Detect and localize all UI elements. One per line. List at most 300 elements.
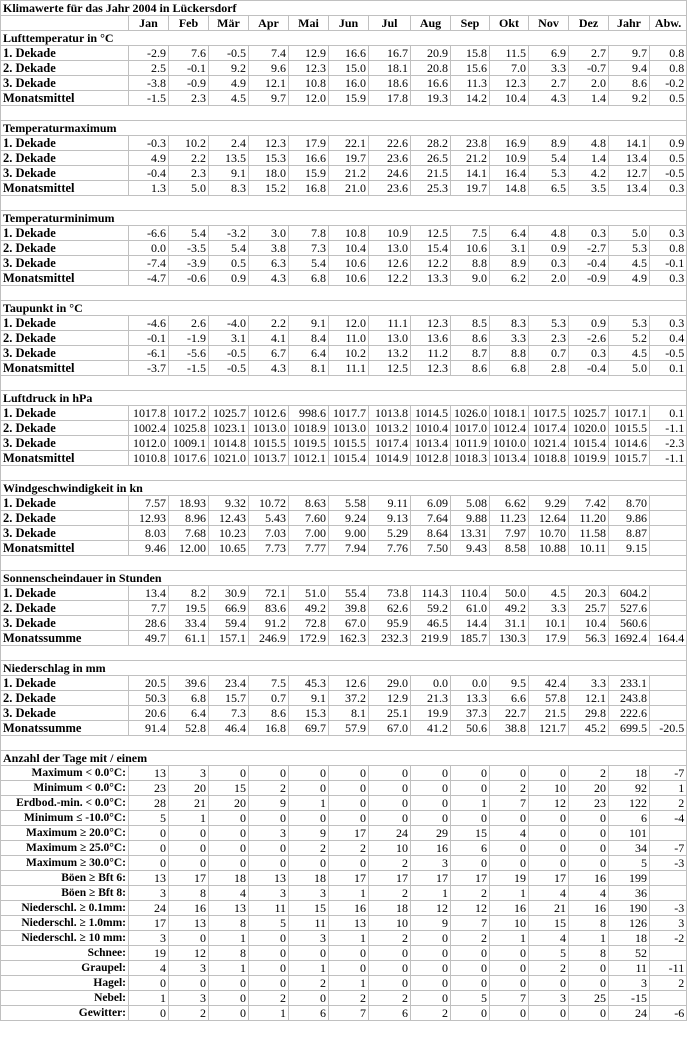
table-row [1,331,687,346]
value-cell: 2 [569,766,609,781]
section-title: Windgeschwindigkeit in kn [1,481,687,496]
value-cell: 8 [569,946,609,961]
value-cell: 0 [490,811,529,826]
value-cell: 16 [329,901,369,916]
value-cell: 0 [329,766,369,781]
table-row [1,361,687,376]
value-cell: 6.8 [490,361,529,376]
table-row [1,241,687,256]
section-title-row [1,121,687,136]
value-cell: 0 [490,961,529,976]
value-cell: 15 [451,826,490,841]
value-cell: 0 [209,1006,249,1021]
table-row [1,796,687,811]
row-label: 2. Dekade [1,421,129,436]
value-cell: 7.7 [129,601,169,616]
row-label: 1. Dekade [1,46,129,61]
value-cell: 13.0 [369,241,411,256]
value-cell: 5.4 [209,241,249,256]
table-row [1,61,687,76]
value-cell: 4.5 [209,91,249,106]
value-cell: 17 [129,916,169,931]
value-cell: 0.0 [411,676,451,691]
value-cell: 50.3 [129,691,169,706]
value-cell: 15.0 [329,61,369,76]
value-cell: 0 [289,946,329,961]
value-cell: 1012.8 [411,451,451,466]
value-cell: 0 [129,856,169,871]
value-cell: -2 [650,931,687,946]
value-cell: -3.5 [169,241,209,256]
value-cell: 11.58 [569,526,609,541]
value-cell: 0.4 [650,331,687,346]
value-cell: 0 [411,781,451,796]
value-cell: 0.3 [650,226,687,241]
row-label: 1. Dekade [1,586,129,601]
value-cell: 50.0 [490,586,529,601]
value-cell: 233.1 [609,676,650,691]
value-cell: 0.0 [451,676,490,691]
value-cell: 1 [451,796,490,811]
row-label: Monatsmittel [1,181,129,196]
value-cell [650,946,687,961]
value-cell: 7.00 [289,526,329,541]
value-cell: 1025.8 [169,421,209,436]
value-cell: -1.1 [650,451,687,466]
value-cell: 3 [129,931,169,946]
value-cell: 6.8 [169,691,209,706]
value-cell: 19.7 [329,151,369,166]
value-cell: 2 [411,1006,451,1021]
value-cell: 12.64 [529,511,569,526]
section-title: Taupunkt in °C [1,301,687,316]
value-cell: 7.94 [329,541,369,556]
value-cell: 3 [289,931,329,946]
value-cell: 2.7 [529,76,569,91]
value-cell: 11.1 [369,316,411,331]
spacer-cell [1,196,687,211]
value-cell: 114.3 [411,586,451,601]
row-label: Minimum ≤ -10.0°C: [1,811,129,826]
value-cell: 8.96 [169,511,209,526]
value-cell: 1 [209,961,249,976]
value-cell: 185.7 [451,631,490,646]
value-cell: -0.5 [650,166,687,181]
value-cell: 15.3 [289,706,329,721]
value-cell: -11 [650,961,687,976]
value-cell: 0.7 [249,691,289,706]
row-label: 1. Dekade [1,406,129,421]
value-cell: 1017.0 [451,421,490,436]
value-cell: -7 [650,841,687,856]
value-cell: 20 [209,796,249,811]
value-cell: -0.5 [650,346,687,361]
value-cell [650,706,687,721]
section-title: Temperaturmaximum [1,121,687,136]
value-cell: 13.0 [369,331,411,346]
value-cell: 12 [411,901,451,916]
value-cell: 15.8 [451,46,490,61]
value-cell: 2.5 [129,61,169,76]
value-cell: 0.9 [529,241,569,256]
value-cell: 19.5 [169,601,209,616]
value-cell: 2 [451,886,490,901]
value-cell: 0 [249,961,289,976]
value-cell: 17 [329,826,369,841]
column-header: Jul [369,16,411,31]
row-label: Niederschl. ≥ 1.0mm: [1,916,129,931]
value-cell: 7 [451,916,490,931]
value-cell: 49.2 [490,601,529,616]
value-cell: 6.09 [411,496,451,511]
value-cell: 222.6 [609,706,650,721]
value-cell: 1 [289,961,329,976]
column-header: Apr [249,16,289,31]
value-cell: 1014.5 [411,406,451,421]
value-cell: 28 [129,796,169,811]
value-cell: 1012.4 [490,421,529,436]
value-cell: 0 [490,976,529,991]
spacer-row [1,646,687,661]
value-cell: 1013.4 [411,436,451,451]
value-cell: 11.5 [490,46,529,61]
value-cell: 10.8 [289,76,329,91]
row-label: Minimum < 0.0°C: [1,781,129,796]
value-cell: 17 [529,871,569,886]
value-cell: -2.6 [569,331,609,346]
value-cell: 0.8 [650,241,687,256]
value-cell: 16.8 [289,181,329,196]
value-cell: -15 [609,991,650,1006]
value-cell: 20 [169,781,209,796]
value-cell: -3 [650,901,687,916]
row-label: 3. Dekade [1,616,129,631]
value-cell: 3 [650,916,687,931]
value-cell: 0 [249,766,289,781]
value-cell: 19 [129,946,169,961]
value-cell: 10.6 [329,256,369,271]
value-cell: 13.31 [451,526,490,541]
value-cell: 13 [129,871,169,886]
value-cell: 8.6 [451,331,490,346]
table-row [1,526,687,541]
value-cell: 33.4 [169,616,209,631]
row-label: Maximum ≥ 25.0°C: [1,841,129,856]
value-cell: 0 [169,856,209,871]
value-cell: 19.3 [411,91,451,106]
value-cell: 8.7 [451,346,490,361]
spacer-row [1,286,687,301]
value-cell: 7.3 [289,241,329,256]
value-cell: 16 [569,901,609,916]
value-cell: 11 [289,916,329,931]
value-cell: 12.0 [329,316,369,331]
value-cell: 4.3 [249,361,289,376]
value-cell: 21.3 [411,691,451,706]
value-cell [650,526,687,541]
value-cell: 0 [369,946,411,961]
value-cell: 8.9 [529,136,569,151]
value-cell: 2 [249,991,289,1006]
value-cell: 2.8 [529,361,569,376]
value-cell: 10.23 [209,526,249,541]
value-cell: 0 [529,1006,569,1021]
table-row [1,541,687,556]
value-cell: 13 [129,766,169,781]
value-cell: 66.9 [209,601,249,616]
value-cell: 3.1 [490,241,529,256]
value-cell: 1019.9 [569,451,609,466]
value-cell: 8.58 [490,541,529,556]
value-cell: 12.3 [411,361,451,376]
value-cell: 0 [451,766,490,781]
value-cell [650,511,687,526]
value-cell: 10.11 [569,541,609,556]
value-cell: 0 [411,976,451,991]
value-cell: -3 [650,856,687,871]
value-cell: 190 [609,901,650,916]
value-cell: 20.8 [411,61,451,76]
value-cell: 18.6 [369,76,411,91]
value-cell: 10 [369,841,411,856]
value-cell: 15.2 [249,181,289,196]
value-cell: -0.4 [569,256,609,271]
table-row [1,721,687,736]
value-cell: 8.87 [609,526,650,541]
value-cell [650,676,687,691]
value-cell: 0.5 [650,91,687,106]
value-cell: 62.6 [369,601,411,616]
table-row [1,616,687,631]
value-cell: 17.8 [369,91,411,106]
row-label: 3. Dekade [1,76,129,91]
value-cell: -6 [650,1006,687,1021]
value-cell: 1 [209,931,249,946]
value-cell: 1012.1 [289,451,329,466]
value-cell: 0 [369,796,411,811]
value-cell: -3.9 [169,256,209,271]
row-label: 1. Dekade [1,316,129,331]
value-cell: 15.9 [329,91,369,106]
value-cell: 2 [169,1006,209,1021]
value-cell: 604.2 [609,586,650,601]
value-cell: 6.4 [289,346,329,361]
row-label: 3. Dekade [1,166,129,181]
value-cell: 18.1 [369,61,411,76]
value-cell: 12.2 [369,271,411,286]
value-cell: 12.00 [169,541,209,556]
value-cell: 0.3 [529,256,569,271]
value-cell: 10 [490,916,529,931]
value-cell: 7.03 [249,526,289,541]
row-label: 1. Dekade [1,496,129,511]
value-cell: 69.7 [289,721,329,736]
value-cell: 1013.2 [369,421,411,436]
value-cell: 15.6 [451,61,490,76]
value-cell: 15.7 [209,691,249,706]
value-cell: 8 [569,916,609,931]
value-cell: 20.3 [569,586,609,601]
value-cell: 0 [209,856,249,871]
value-cell: 1017.7 [329,406,369,421]
value-cell: 16.0 [329,76,369,91]
value-cell: 12.1 [249,76,289,91]
value-cell: 36 [609,886,650,901]
section-title-row [1,661,687,676]
value-cell [650,541,687,556]
value-cell: 1 [249,1006,289,1021]
spacer-row [1,196,687,211]
value-cell: 0 [411,766,451,781]
table-row [1,961,687,976]
value-cell: 1015.7 [609,451,650,466]
value-cell: 0 [329,796,369,811]
value-cell: 121.7 [529,721,569,736]
value-cell: 12.9 [289,46,329,61]
value-cell: 55.4 [329,586,369,601]
value-cell: 49.7 [129,631,169,646]
value-cell: 1015.5 [249,436,289,451]
table-row [1,256,687,271]
value-cell: 5.29 [369,526,411,541]
section-title: Temperaturminimum [1,211,687,226]
value-cell: 2 [329,991,369,1006]
table-row [1,976,687,991]
value-cell: 0 [209,811,249,826]
value-cell: 18 [609,766,650,781]
value-cell: 2 [249,781,289,796]
value-cell: 2 [650,796,687,811]
value-cell: 3 [169,991,209,1006]
value-cell: 13 [169,916,209,931]
value-cell: 1 [650,781,687,796]
value-cell: 38.8 [490,721,529,736]
value-cell: -1.5 [169,361,209,376]
value-cell: 0 [411,811,451,826]
value-cell: 0 [169,931,209,946]
section-title-row [1,751,687,766]
row-label: Niederschl. ≥ 0.1mm: [1,901,129,916]
value-cell: 8.70 [609,496,650,511]
table-row [1,856,687,871]
spacer-row [1,556,687,571]
value-cell: 23.6 [369,151,411,166]
value-cell: 67.0 [329,616,369,631]
value-cell: 10.8 [329,226,369,241]
value-cell: 1017.5 [529,406,569,421]
value-cell: 7 [490,796,529,811]
value-cell: 46.4 [209,721,249,736]
value-cell: 8.2 [169,586,209,601]
value-cell: 15.4 [411,241,451,256]
value-cell: 52.8 [169,721,209,736]
value-cell: 18.0 [249,166,289,181]
value-cell: 18.93 [169,496,209,511]
value-cell: 0 [451,976,490,991]
value-cell: 10.1 [529,616,569,631]
value-cell: 9.1 [209,166,249,181]
value-cell: 21.0 [329,181,369,196]
value-cell: 4.8 [569,136,609,151]
value-cell: 1018.8 [529,451,569,466]
row-label: 1. Dekade [1,136,129,151]
value-cell: 3 [169,961,209,976]
value-cell: -0.5 [209,46,249,61]
value-cell: -2.3 [650,436,687,451]
value-cell: 2.0 [569,76,609,91]
value-cell: 8.1 [289,361,329,376]
value-cell: 1010.0 [490,436,529,451]
value-cell: 13.5 [209,151,249,166]
value-cell: 7 [329,1006,369,1021]
value-cell: 6.7 [249,346,289,361]
value-cell: 10.2 [329,346,369,361]
value-cell: 5.4 [529,151,569,166]
value-cell: 5.3 [529,166,569,181]
table-row [1,1006,687,1021]
value-cell: -0.1 [650,256,687,271]
value-cell: 0 [529,811,569,826]
value-cell: 0 [129,841,169,856]
value-cell: 1013.7 [249,451,289,466]
value-cell: 30.9 [209,586,249,601]
column-header: Jahr [609,16,650,31]
climate-table-body [1,1,687,1021]
value-cell: 25.3 [411,181,451,196]
value-cell: 13 [249,871,289,886]
row-label: Gewitter: [1,1006,129,1021]
value-cell: 110.4 [451,586,490,601]
value-cell: -0.4 [569,361,609,376]
value-cell: 10.88 [529,541,569,556]
value-cell: 0 [369,961,411,976]
value-cell: 2.3 [169,166,209,181]
value-cell: 3 [249,826,289,841]
value-cell: 4 [129,961,169,976]
value-cell: 22.6 [369,136,411,151]
header-label-cell [1,16,129,31]
value-cell: 157.1 [209,631,249,646]
value-cell: 13.4 [609,151,650,166]
value-cell: 29.8 [569,706,609,721]
value-cell: 12.9 [369,691,411,706]
value-cell: 20.6 [129,706,169,721]
value-cell: 1018.9 [289,421,329,436]
value-cell: 4 [209,886,249,901]
row-label: 3. Dekade [1,706,129,721]
value-cell: 15 [289,901,329,916]
spacer-cell [1,736,687,751]
value-cell: 11.0 [329,331,369,346]
value-cell: 0 [289,856,329,871]
value-cell: 24 [129,901,169,916]
value-cell: 12.93 [129,511,169,526]
section-title: Sonnenscheindauer in Stunden [1,571,687,586]
value-cell: 0.0 [129,241,169,256]
column-header: Mai [289,16,329,31]
value-cell: 28.6 [129,616,169,631]
value-cell: 2 [369,991,411,1006]
value-cell: 11.1 [329,361,369,376]
value-cell: 219.9 [411,631,451,646]
value-cell: 1012.0 [129,436,169,451]
value-cell: 5.08 [451,496,490,511]
value-cell: 12 [169,946,209,961]
value-cell: 1009.1 [169,436,209,451]
value-cell: 6.5 [529,181,569,196]
value-cell: 4.8 [529,226,569,241]
value-cell: 2.4 [209,136,249,151]
